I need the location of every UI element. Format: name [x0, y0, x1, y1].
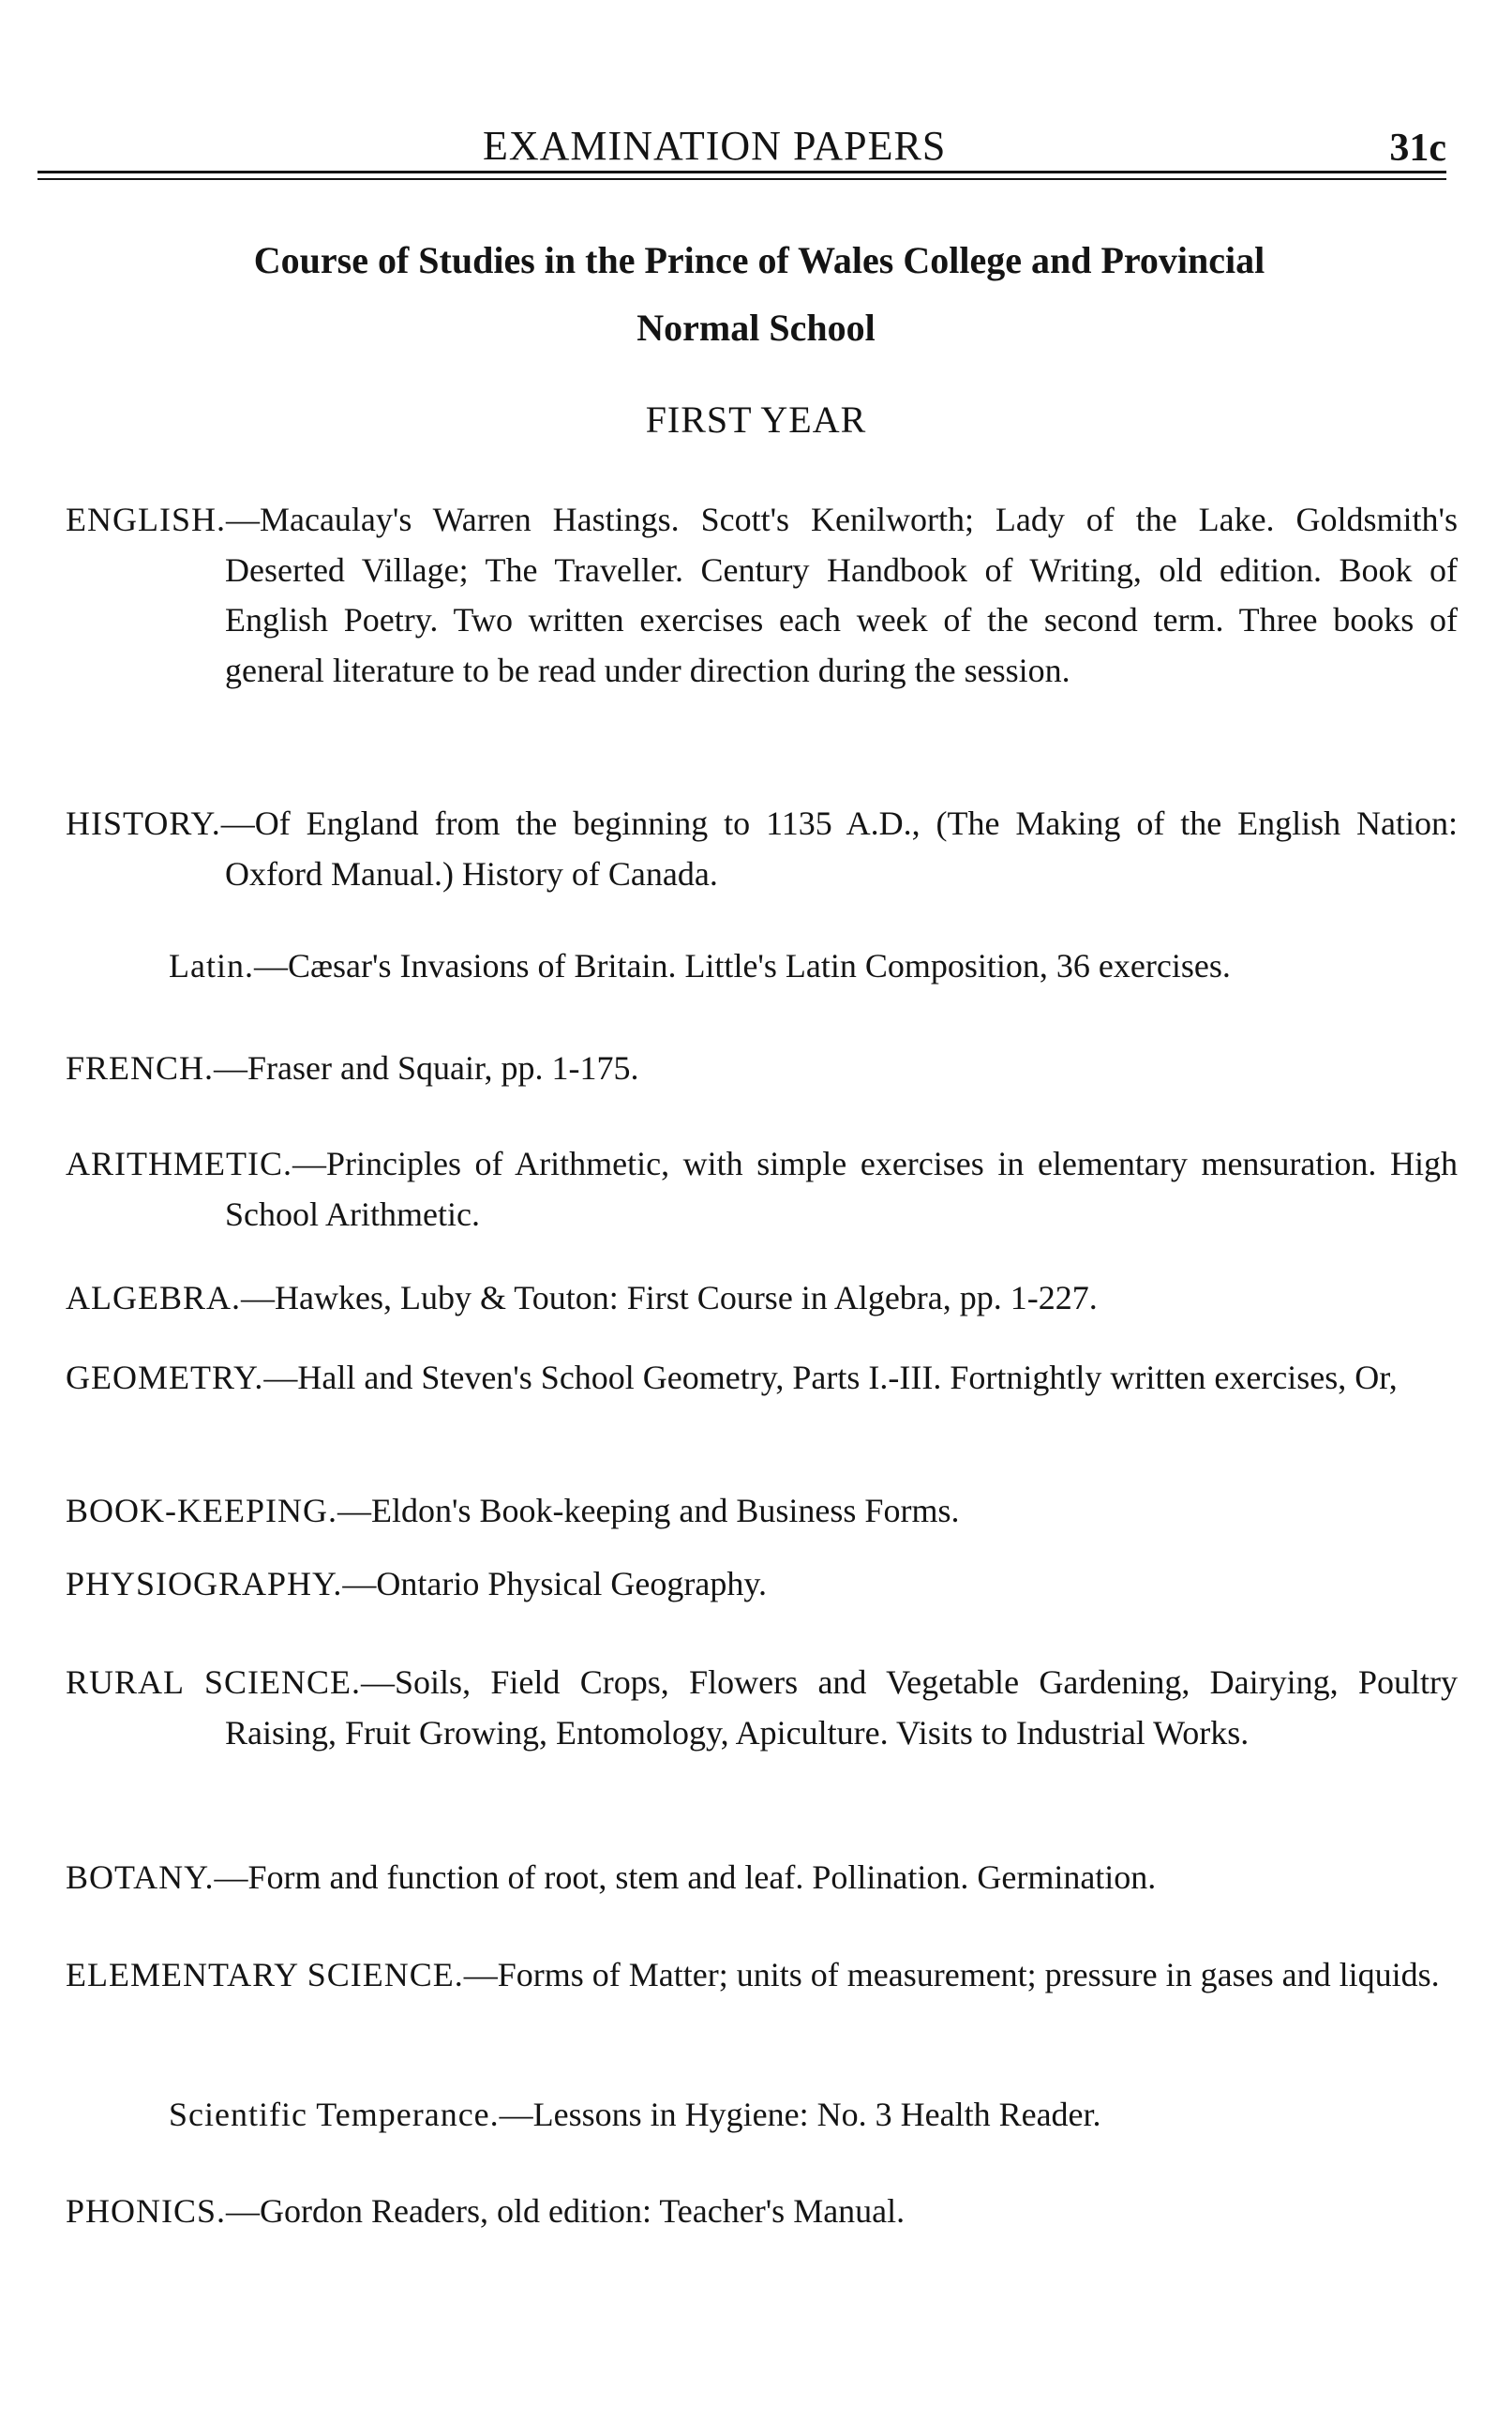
entry-text: —Forms of Matter; units of measurement; pressure in gases and liquids. — [463, 1956, 1440, 1993]
entry-text: —Hawkes, Luby & Touton: First Course in Algebra, pp. 1-227. — [241, 1279, 1098, 1316]
entry-arithmetic — [37, 1139, 1458, 1240]
entry-text: —Lessons in Hygiene: No. 3 Health Reader. — [499, 2096, 1101, 2133]
entry-latin — [37, 941, 1458, 992]
entry-head: ALGEBRA. — [66, 1279, 241, 1316]
entry-phonics — [37, 2187, 1458, 2237]
entry-algebra — [37, 1273, 1458, 1324]
entry-head: HISTORY. — [66, 804, 221, 842]
entry-head: ELEMENTARY SCIENCE. — [66, 1956, 464, 1993]
year-heading: FIRST YEAR — [645, 398, 867, 441]
entry-text: —Gordon Readers, old edition: Teacher's Manual. — [226, 2192, 906, 2230]
entry-english — [37, 495, 1458, 696]
entry-head: BOOK-KEEPING. — [66, 1492, 337, 1529]
entry-rural-science — [37, 1658, 1458, 1758]
entry-text: —Of England from the beginning to 1135 A.D., (The Making of the English Nation: Oxford Manual.) History of Canada. — [220, 804, 1458, 893]
page-title-line-1: Course of Studies in the Prince of Wales College and Provincial — [253, 239, 1265, 281]
entry-text: —Form and function of root, stem and leaf. Pollination. Germination. — [214, 1858, 1157, 1896]
entry-french — [37, 1044, 1458, 1094]
entry-head: ENGLISH. — [66, 501, 226, 538]
entry-head: BOTANY. — [66, 1858, 215, 1896]
header-rule — [37, 171, 1446, 173]
entry-head: PHYSIOGRAPHY. — [66, 1565, 343, 1602]
entry-head: PHONICS. — [66, 2192, 227, 2230]
entry-geometry — [37, 1353, 1458, 1404]
entry-text: —Cæsar's Invasions of Britain. Little's Latin Composition, 36 exercises. — [253, 947, 1231, 985]
entry-book-keeping — [37, 1486, 1458, 1537]
entry-text: —Ontario Physical Geography. — [342, 1565, 767, 1602]
entry-head: GEOMETRY. — [66, 1359, 264, 1396]
header-rule-thin — [37, 178, 1446, 180]
entry-head: Scientific Temperance. — [169, 2096, 500, 2133]
running-title: EXAMINATION PAPERS — [483, 123, 947, 169]
entry-text: —Fraser and Squair, pp. 1-175. — [214, 1049, 639, 1087]
entry-head: Latin. — [169, 947, 254, 985]
entry-physiography — [37, 1559, 1458, 1610]
entry-head: FRENCH. — [66, 1049, 215, 1087]
entry-history — [37, 799, 1458, 899]
page-title-line-2: Normal School — [636, 307, 876, 349]
entry-botany — [37, 1853, 1458, 1903]
running-header — [0, 120, 1512, 176]
entry-scientific-temperance — [37, 2090, 1458, 2141]
page-number: 31c — [1389, 127, 1446, 170]
entry-text: —Eldon's Book-keeping and Business Forms. — [337, 1492, 960, 1529]
entry-head: RURAL SCIENCE. — [66, 1663, 362, 1701]
entry-head: ARITHMETIC. — [66, 1145, 292, 1182]
entry-text: —Principles of Arithmetic, with simple exercises in elementary mensuration. High School Arithmetic. — [225, 1145, 1458, 1233]
entry-text: —Soils, Field Crops, Flowers and Vegetable Gardening, Dairying, Poultry Raising, Fruit Growing, Entomology, Apiculture. Visits to Industrial Works. — [225, 1663, 1458, 1752]
entry-text: —Hall and Steven's School Geometry, Parts I.-III. Fortnightly written exercises, Or, — [263, 1359, 1398, 1396]
entry-text: —Macaulay's Warren Hastings. Scott's Kenilworth; Lady of the Lake. Goldsmith's Deserted Village; The Traveller. Century Handbook of Writing, old edition. Book of English Poetry. Two written exercises each week of the second term. Three books of general literature to be read under direction during the session. — [225, 501, 1458, 689]
entry-elementary-science — [37, 1950, 1458, 2001]
